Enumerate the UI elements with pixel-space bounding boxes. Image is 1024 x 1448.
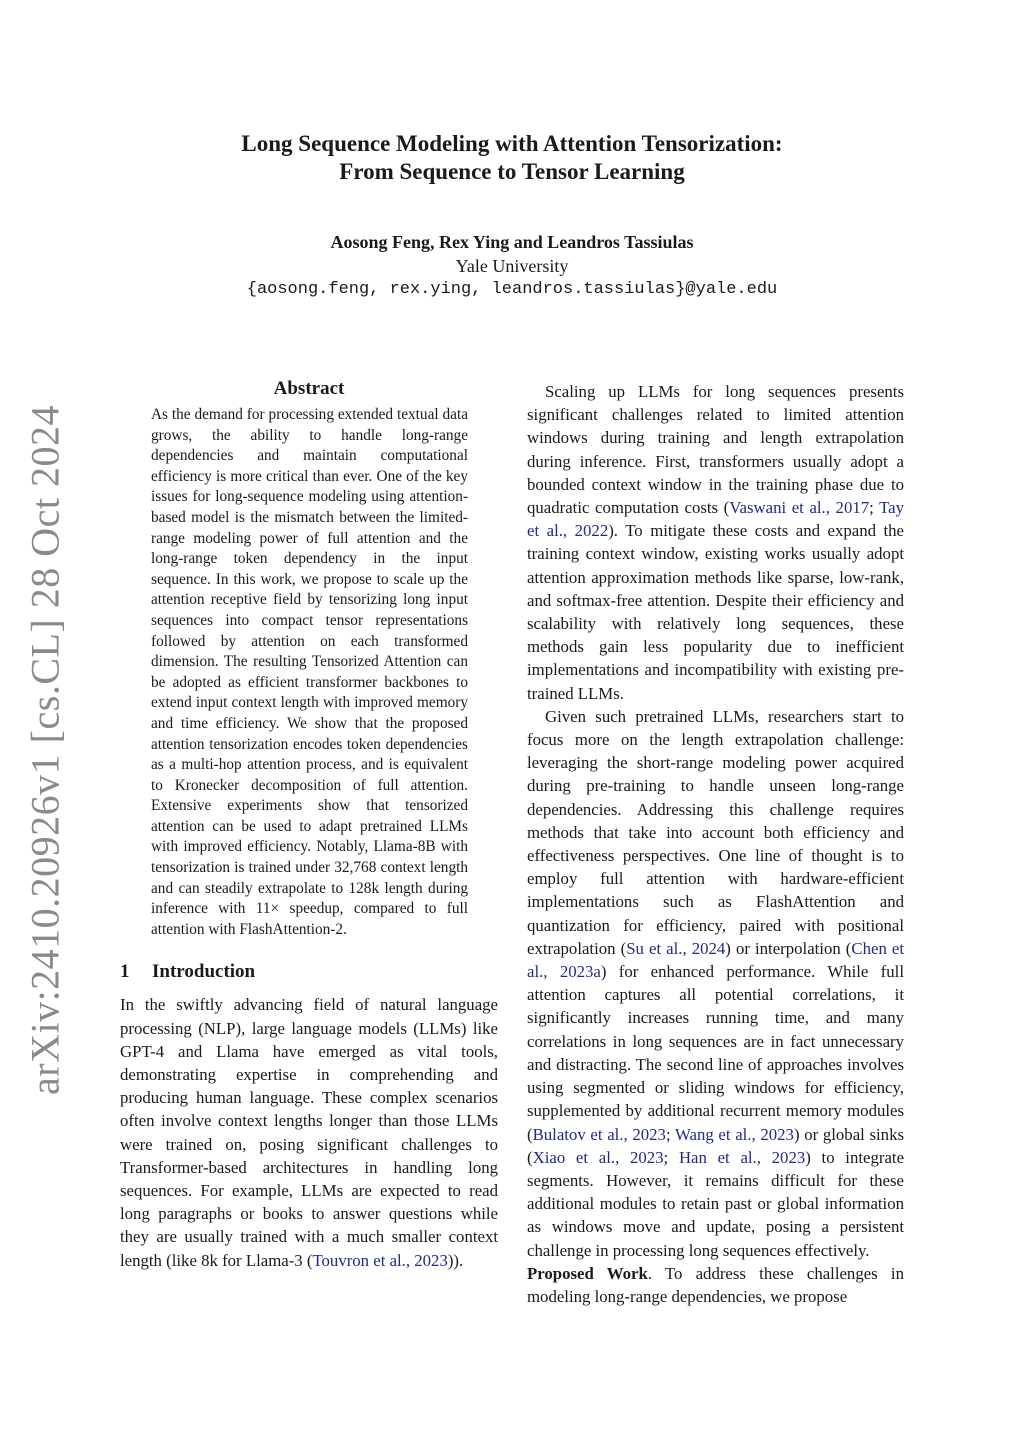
right-column — [527, 380, 904, 1308]
citation-link[interactable]: Su et al., 2024 — [626, 938, 726, 958]
abstract-text: As the demand for processing extended textual data grows, the ability to handle long-range dependencies and maintain computational efficiency is more critical than ever. One of the key issues for long-sequence modeling using attention-based model is the mismatch between the limited-range modeling power of full attention and the long-range token dependency in the input sequence. In this work, we propose to scale up the attention receptive field by tensorizing long input sequences into compact tensor representations followed by attention on each transformed dimension. The resulting Tensorized Attention can be adopted as efficient transformer backbones to extend input context length with improved memory and time efficiency. We show that the proposed attention tensorization encodes token dependencies as a multi-hop attention process, and is equivalent to Kronecker decomposition of full attention. Extensive experiments show that tensorized attention can be used to adapt pretrained LLMs with improved efficiency. Notably, Llama-8B with tensorization is trained under 32,768 context length and can steadily extrapolate to 128k length during inference with 11× speedup, compared to full attention with FlashAttention-2. — [151, 406, 468, 938]
citation-separator: ; — [663, 1147, 679, 1167]
title-line-2: From Sequence to Tensor Learning — [339, 159, 685, 184]
paragraph-text: ) to integrate segments. However, it remains difficult for these additional modules to retain past or global information as windows move and update, posing a persistent challenge in processing long sequences effectively. — [527, 1147, 905, 1260]
paragraph-text: . To address these challenges in modeling long-range dependencies, we propose — [527, 1263, 904, 1306]
author-block — [0, 230, 1024, 302]
paragraph-text: Given such pretrained LLMs, researchers start to focus more on the length extrapolation challenge: leveraging the short-range modeling power acquired during pre-training to handle unseen long-range dependencies. Addressing this challenge requires methods that take into account both efficiency and effectiveness perspectives. One line of thought is to employ full attention with hardware-efficient implementations such as FlashAttention and quantization for efficiency, paired with positional extrapolation ( — [527, 706, 904, 958]
paper-title — [0, 130, 1024, 186]
intro-text-end: )). — [447, 1250, 464, 1270]
citation-link[interactable]: Chen et al., 2023a — [527, 938, 905, 982]
arxiv-identifier-stamp: arXiv:2410.20926v1 [cs.CL] 28 Oct 2024 — [22, 404, 68, 1096]
citation-link[interactable]: Han et al., 2023 — [678, 1147, 806, 1167]
paragraph-text: ) or interpolation ( — [725, 938, 852, 958]
citation-link[interactable]: Bulatov et al., 2023 — [532, 1124, 666, 1144]
section-number: 1 — [120, 961, 130, 983]
introduction-paragraph — [120, 993, 498, 1271]
paragraph-proposed-work — [527, 1262, 904, 1308]
citation-link[interactable]: Xiao et al., 2023 — [532, 1147, 664, 1167]
citation-separator: ; — [869, 498, 880, 518]
citation-separator: ; — [665, 1124, 675, 1144]
abstract-heading: Abstract — [273, 378, 345, 399]
paragraph-text: ) for enhanced performance. While full attention captures all potential correlations, it significantly increases running time, and many correlations in long sequences are in fact unnecessary and distracting. The second line of approaches involves using segmented or sliding windows for efficiency, supplemented by additional recurrent memory modules ( — [527, 962, 904, 1144]
proposed-work-label: Proposed Work — [527, 1263, 648, 1283]
paragraph-text: ) or global sinks ( — [527, 1124, 904, 1167]
left-column — [120, 376, 498, 1272]
paragraph-scaling — [527, 380, 904, 705]
citation-link[interactable]: Vaswani et al., 2017 — [729, 498, 870, 518]
section-heading-introduction — [120, 960, 498, 984]
author-names: Aosong Feng, Rex Ying and Leandros Tassiulas — [330, 232, 694, 252]
paragraph-text: ). To mitigate these costs and expand the training context window, existing works usually adopt attention approximation methods like sparse, low-rank, and softmax-free attention. Despite their efficiency and scalability with relatively long sequences, these methods gain less popularity due to inefficient implementations and incompatibility with existing pre-trained LLMs. — [527, 521, 904, 703]
paragraph-pretrained — [527, 705, 904, 1262]
author-email: {aosong.feng, rex.ying, leandros.tassiulas}@yale.edu — [246, 280, 778, 299]
intro-text: In the swiftly advancing field of natural language processing (NLP), large language models (LLMs) like GPT-4 and Llama have emerged as vital tools, demonstrating expertise in comprehending and producing human language. These complex scenarios often involve context lengths longer than those LLMs were trained on, posing significant challenges to Transformer-based architectures in handling long sequences. For example, LLMs are expected to read long paragraphs or books to answer questions while they are usually trained with a much smaller context length (like 8k for Llama-3 ( — [120, 995, 498, 1270]
section-title: Introduction — [152, 961, 256, 983]
paragraph-text: Scaling up LLMs for long sequences presents significant challenges related to limited attention windows during training and length extrapolation during inference. First, transformers usually adopt a bounded context window in the training phase due to quadratic computation costs ( — [527, 382, 904, 518]
citation-link[interactable]: Wang et al., 2023 — [675, 1124, 794, 1144]
citation-link[interactable]: Tay et al., 2022 — [527, 498, 905, 541]
title-line-1: Long Sequence Modeling with Attention Tensorization: — [241, 131, 783, 156]
author-affiliation: Yale University — [455, 256, 569, 276]
citation-link[interactable]: Touvron et al., 2023 — [312, 1250, 448, 1270]
